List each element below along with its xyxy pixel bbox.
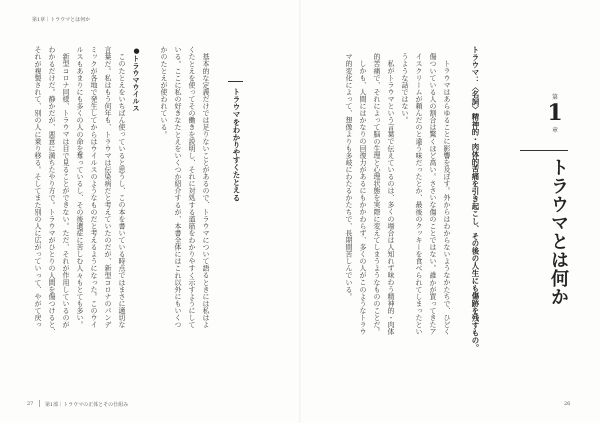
text-line: 私がトラウマという言葉で伝えているのは、多くの場合は人知れず味わう精神的・肉体 xyxy=(387,60,395,335)
footer-title: 第1部｜トラウマの正体とその仕組み xyxy=(45,402,129,408)
text-line: ミックが各地で発生してからはウイルスのようなものだと考えるようになった。このウイ xyxy=(90,46,98,328)
book-spine xyxy=(299,0,301,423)
subheading: ●トラウマウイルス xyxy=(132,46,141,112)
left-body-text xyxy=(31,46,213,346)
page-number-right: 26 xyxy=(564,401,571,407)
spacer xyxy=(143,46,157,346)
text-line: わかるだけだ。静かだが、悪意に満ちたやり方で。トラウマがひとりの人間を傷つけると、 xyxy=(48,46,56,336)
page-number-left: 27 xyxy=(27,401,34,407)
right-body-text xyxy=(342,53,454,353)
text-line: 的苦痛で、それによって脳の生理と心理状態を実際に変えてしまうようなもののことだ。 xyxy=(373,53,381,335)
text-line: いる。ここに私の好きなたとえをいくつか紹介するが、本書全体にはこれ以外にもいくつ xyxy=(174,46,182,328)
chapter-suffix: 章 xyxy=(551,127,558,134)
text-line: 言葉だ。私はもう何年も、トラウマは伝染病だと考えていたのだが、新型コロナのパンデ xyxy=(104,46,112,328)
text-line: 新型コロナ同様、トラウマは目で見ることができない。ただ、それが作用しているのが xyxy=(62,53,70,328)
footer-divider xyxy=(39,400,40,407)
running-head: 第1章｜トラウマとは何か xyxy=(32,17,91,23)
chapter-prefix: 第 xyxy=(551,94,558,101)
text-line: このたとえをいちばん使っていると思うし、この本を書いている時点ではまさに適切な xyxy=(118,53,126,328)
text-line: それが複製されて、別の人に乗り移る。そしてまた別の人に広がっていって、やがて戻っ xyxy=(34,46,42,328)
chapter-rule xyxy=(520,150,568,151)
chapter-label xyxy=(540,92,570,134)
text-line: しかも、人間にはかなりの回復力があるにもかかわらず、多くの人がこのようなトラウ xyxy=(359,60,367,335)
text-line: トラウマはあらゆることに影響を及ぼす。外からはわからないようなかたちで、ひどく xyxy=(443,60,451,335)
definition: トラウマ：〈名詞〉精神的・肉体的苦痛を引き起こし、その後の人生にも傷跡を残すもの。 xyxy=(471,46,480,352)
section-heading: トラウマをわかりやすくたとえる xyxy=(232,88,241,202)
text-line: マ的変化によって、想像よりも多岐にわたるかたちで、長期間苦しんでいる。 xyxy=(345,53,353,300)
chapter-title: トラウマとは何か xyxy=(548,158,569,306)
text-line: うような話ではない。 xyxy=(401,53,409,124)
section-heading-rule xyxy=(228,81,243,82)
chapter-number: 1 xyxy=(547,100,563,126)
text-line: くたとえを使ってその働きを説明し、それに対処する道筋をわかりやすく示すようにして xyxy=(188,46,196,328)
text-line: 基本的な定義だけでは足りないことがあるので、トラウマについて語るときには私はよ xyxy=(202,53,210,328)
text-line: イスクリームが頼んだのと違う味だったとか、最後のクッキーを食べられてしまったとい xyxy=(415,53,423,335)
text-line: ルスもあまりにも多くの人の命を奪っているし、その後遺症に苦しむ人々もとても多い。 xyxy=(76,46,84,328)
text-line: かのたとえが使われている。 xyxy=(160,46,168,138)
text-line: 傷ついている人の割合は驚くほど高い。ささいな傷のことではない。誰かが買ってきたア xyxy=(429,53,437,335)
